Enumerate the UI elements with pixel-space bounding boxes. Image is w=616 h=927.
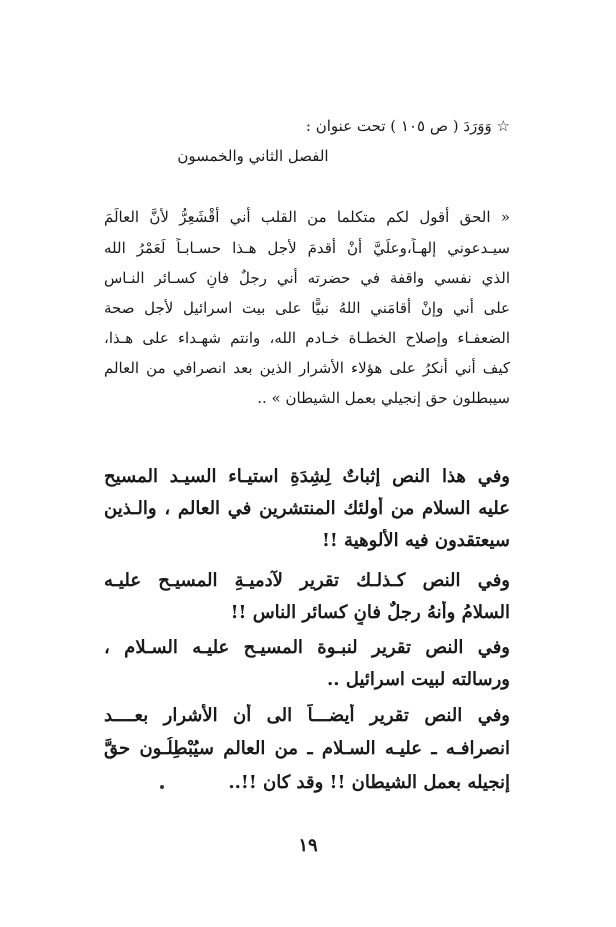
body-line-1: وفي هذا النص إثباتٌ لِشِدَةِ استيـاء السيـد المسيح bbox=[104, 466, 510, 487]
body-line-2: عليه السلام من أولئك المنتشرين في العالم ، والـذين bbox=[104, 498, 510, 519]
quote-line-7: سيبطلون حق إنجيلي بعمل الشيطان » .. bbox=[257, 389, 510, 407]
quote-line-3: الذي نفسي واقفة في حضرته أني رجلٌ فانٍ كسـائر النـاس bbox=[104, 269, 510, 287]
body-line-5: السلامُ وأنهُ رجلٌ فانٍ كسائر الناس !! bbox=[230, 602, 510, 623]
chapter-title: الفصل الثاني والخمسون bbox=[177, 147, 329, 165]
page-number: ١٩ bbox=[298, 835, 318, 856]
quote-line-1: « الحق أقول لكم متكلما من القلب أني أَقْشَعِرُّ لأَنَّ العالَمَ bbox=[104, 208, 510, 226]
source-note: ☆ وَوَرَدَ ( ص ١٠٥ ) تحت عنوان : bbox=[305, 117, 510, 135]
body-line-6: وفي النص تقرير لنبـوة المسيـح عليـه السـلام ، bbox=[104, 637, 510, 658]
body-line-9: انصرافـه ـ عليـه السـلام ـ من العالم سيُبْطِلُـون حقَّ bbox=[104, 738, 510, 759]
quote-line-2: سيـدعوني إلهـاً،وعلَيَّ أنْ أُقدمَ لأجل هـذا حسـابـاً لَعَمْرُ الله bbox=[104, 239, 510, 257]
body-line-3: سيعتقدون فيه الألوهية !! bbox=[321, 530, 510, 551]
body-line-4: وفي النص كـذلـك تقرير لآدميـةِ المسيـح عليـه bbox=[104, 570, 510, 591]
body-line-7: ورسالته لبيت اسرائيل .. bbox=[327, 669, 510, 690]
quote-line-6: كيف أني أُنكرُ على هؤلاء الأشرار الذين بعد انصرافي من العالم bbox=[104, 359, 510, 377]
body-line-10: إنجيله بعمل الشيطان !! وقد كان !!.. bbox=[228, 772, 510, 793]
quote-line-5: الضعفـاء وإصلاح الخطـاة خـادم الله، وانتم شهـداء على هـذا، bbox=[104, 329, 510, 347]
print-speck bbox=[160, 785, 164, 789]
body-line-8: وفي النص تقرير أيضـــاً الى أن الأشرار بعــــد bbox=[104, 705, 510, 726]
quote-line-4: على أني وإنْ أقامَني اللهُ نبيًّا على بيت اسرائيل لأجل صحة bbox=[104, 299, 510, 317]
